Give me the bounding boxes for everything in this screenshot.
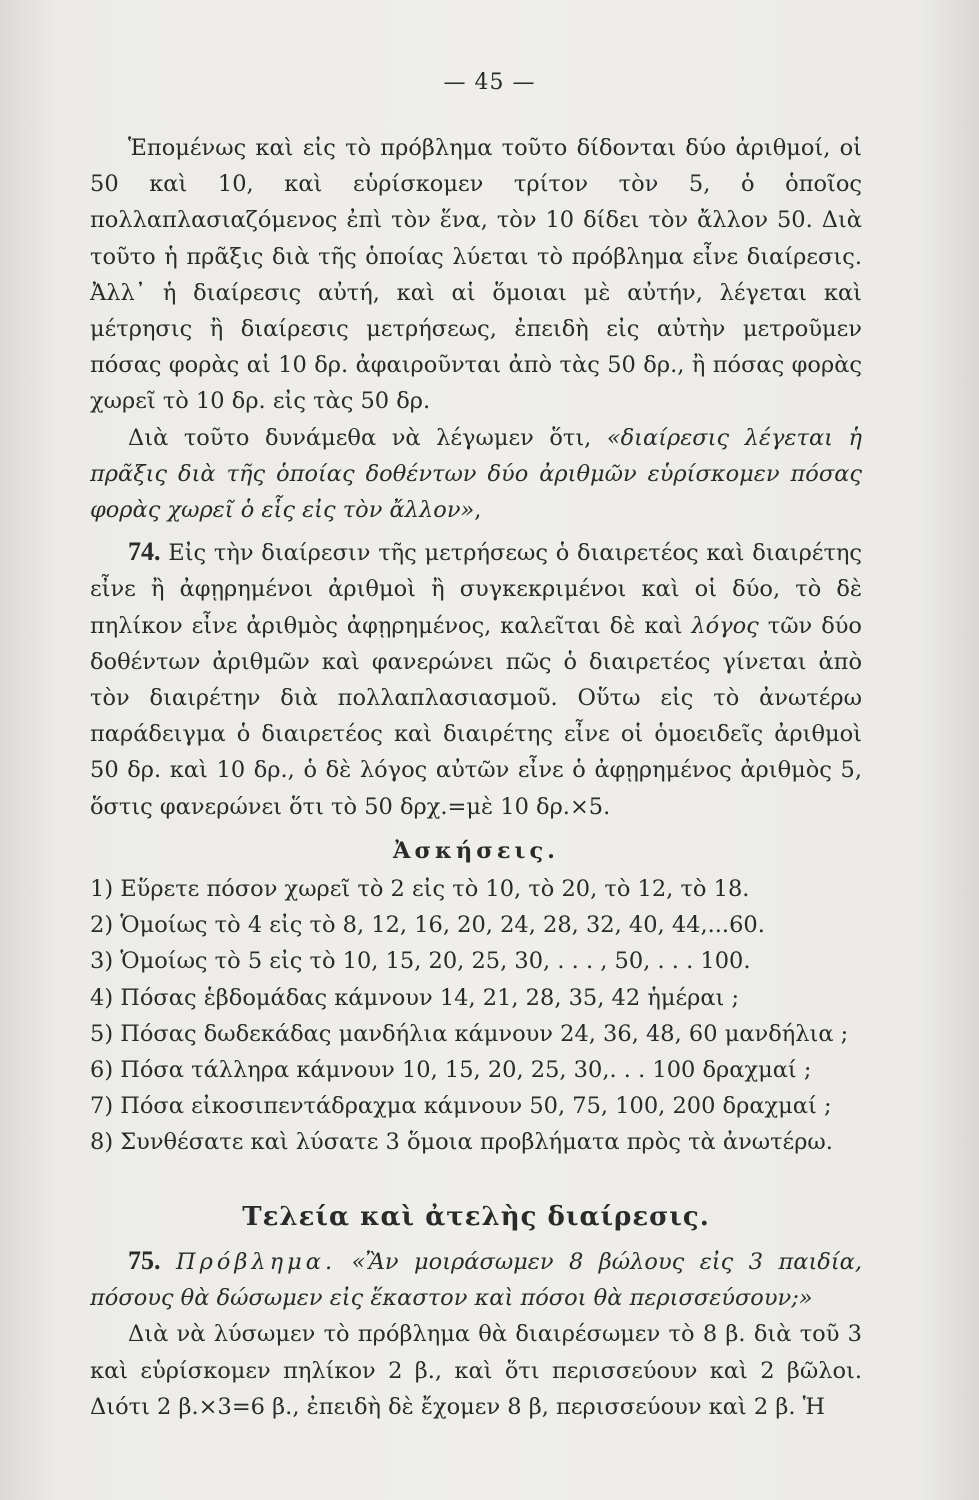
section-number-74: 74.: [128, 537, 161, 567]
exercise-item: 6) Πόσα τάλληρα κάμνουν 10, 15, 20, 25, 30,. . . 100 δραχμαί ;: [90, 1057, 812, 1084]
exercise-item: 4) Πόσας ἑβδομάδας κάμνουν 14, 21, 28, 35, 42 ἡμέραι ;: [90, 984, 740, 1011]
section-74-text: Εἰς τὴν διαίρεσιν τῆς μετρήσεως ὁ διαιρετέος καὶ διαιρέτης εἶνε ἢ ἀφῃρημένοι ἀριθμοὶ ἢ συγκεκριμένοι καὶ οἱ δύο, τὸ δὲ πηλίκον εἶνε ἀριθμὸς ἀφῃρημένος, καλεῖται δὲ καὶ: [90, 540, 862, 639]
exercise-list: [90, 871, 862, 1161]
paragraph-solution: Διὰ νὰ λύσωμεν τὸ πρόβλημα θὰ διαιρέσωμεν τὸ 8 β. διὰ τοῦ 3 καὶ εὑρίσκομεν πηλίκον 2 β., καὶ ὅτι περισσεύουν καὶ 2 βῶλοι. Διότι 2 β.×3=6 β., ἐπειδὴ δὲ ἔχομεν 8 β, περισσεύουν καὶ 2 β. Ἡ: [90, 1321, 862, 1420]
paragraph-measurement: Ἑπομένως καὶ εἰς τὸ πρόβλημα τοῦτο δίδονται δύο ἀριθμοί, οἱ 50 καὶ 10, καὶ εὑρίσκομεν τρίτον τὸν 5, ὁ ὁποῖος πολλαπλασιαζόμενος ἐπὶ τὸν ἕνα, τὸν 10 δίδει τὸν ἄλλον 50. Διὰ τοῦτο ἡ πρᾶξις διὰ τῆς ὁποίας λύεται τὸ πρόβλημα εἶνε διαίρεσις. Ἀλλ᾽ ἡ διαίρεσις αὐτή, καὶ αἱ ὅμοιαι μὲ αὐτήν, λέγεται καὶ μέτρησις ἢ διαίρεσις μετρήσεως, ἐπειδὴ εἰς αὐτὴν μετροῦμεν πόσας φορὰς αἱ 10 δρ. ἀφαιροῦνται ἀπὸ τὰς 50 δρ., ἢ πόσας φορὰς χωρεῖ τὸ 10 δρ. εἰς τὰς 50 δρ.: [90, 135, 862, 415]
definition-text: «διαίρεσις λέγεται ἡ πρᾶξις διὰ τῆς ὁποίας δοθέντων δύο ἀριθμῶν εὑρίσκομεν πόσας φορὰς χωρεῖ ὁ εἷς εἰς τὸν ἄλλον»: [90, 424, 862, 524]
exercise-item: 1) Εὕρετε πόσον χωρεῖ τὸ 2 εἰς τὸ 10, τὸ 20, τὸ 12, τὸ 18.: [90, 876, 750, 903]
definition-lead: Διὰ τοῦτο δυνάμεθα νὰ λέγωμεν ὅτι,: [128, 424, 607, 451]
exercise-item: 7) Πόσα εἰκοσιπεντάδραχμα κάμνουν 50, 75, 100, 200 δραχμαί ;: [90, 1093, 832, 1120]
problem-text: «Ἂν μοιράσωμεν 8 βώλους εἰς 3 παιδία, πόσους θὰ δώσωμεν εἰς ἕκαστον καὶ πόσοι θὰ περισσεύσουν;»: [90, 1248, 862, 1312]
exercise-item: 5) Πόσας δωδεκάδας μανδήλια κάμνουν 24, 36, 48, 60 μανδήλια ;: [90, 1020, 849, 1047]
exercise-item: 8) Συνθέσατε καὶ λύσατε 3 ὅμοια προβλήματα πρὸς τὰ ἀνωτέρω.: [90, 1129, 833, 1156]
paragraph-problem-75: [90, 1243, 862, 1316]
exercise-item: 2) Ὁμοίως τὸ 4 εἰς τὸ 8, 12, 16, 20, 24, 28, 32, 40, 44,...60.: [90, 912, 765, 939]
definition-end: ,: [474, 497, 482, 524]
section-title: Τελεία καὶ ἀτελὴς διαίρεσις.: [242, 1201, 710, 1232]
paragraph-section-74: [90, 534, 862, 825]
paragraph-definition: [90, 420, 862, 529]
section-number-75: 75.: [128, 1245, 161, 1275]
page-body: [90, 130, 862, 1425]
exercise-item: 3) Ὁμοίως τὸ 5 εἰς τὸ 10, 15, 20, 25, 30, . . . , 50, . . . 100.: [90, 948, 751, 975]
exercises-heading: Ἀσκήσεις.: [393, 837, 559, 864]
problem-label: Πρόβλημα.: [175, 1248, 337, 1275]
section-74-logos: λόγος: [691, 612, 759, 639]
page-number: — 45 —: [443, 70, 536, 95]
section-74-text-2: τῶν δύο δοθέντων ἀριθμῶν καὶ φανερώνει πῶς ὁ διαιρετέος γίνεται ἀπὸ τὸν διαιρέτην διὰ πολλαπλασιασμοῦ. Οὕτω εἰς τὸ ἀνωτέρω παράδειγμα ὁ διαιρετέος καὶ διαιρέτης εἶνε οἱ ὁμοειδεῖς ἀριθμοὶ 50 δρ. καὶ 10 δρ., ὁ δὲ λόγος αὐτῶν εἶνε ὁ ἀφῃρημένος ἀριθμὸς 5, ὅστις φανερώνει ὅτι τὸ 50 δρχ.=μὲ 10 δρ.×5.: [90, 612, 862, 820]
